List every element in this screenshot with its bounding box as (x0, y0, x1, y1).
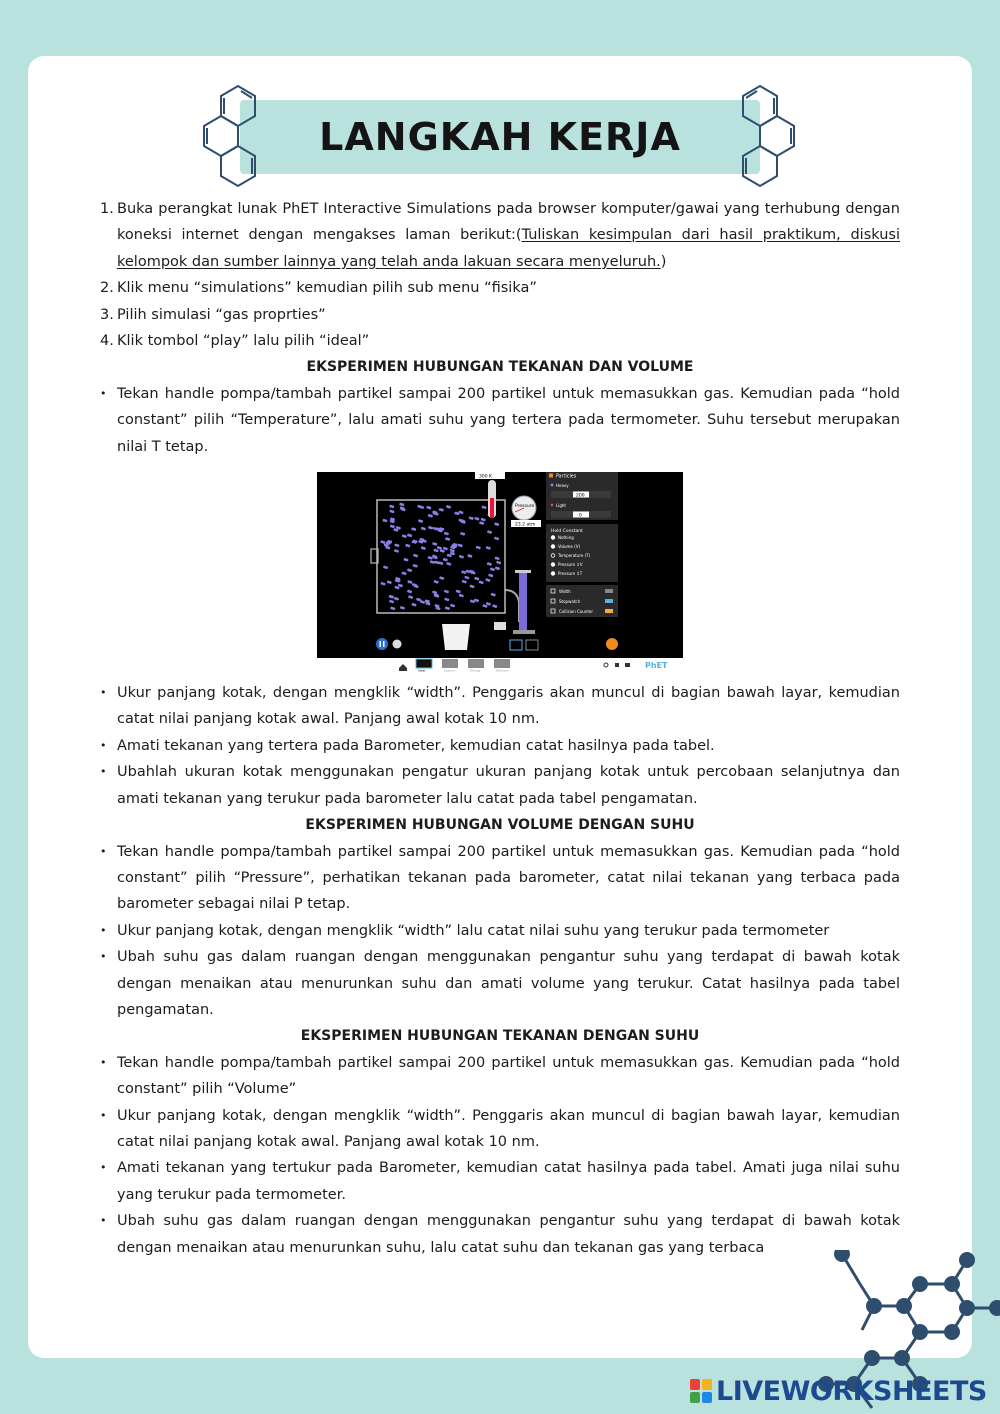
particle-atom (414, 604, 417, 607)
particle-atom (401, 503, 404, 506)
particle-atom (446, 590, 449, 593)
particle-atom (396, 544, 399, 547)
heater-cooler[interactable] (442, 624, 470, 650)
hold-constant-radio[interactable] (551, 563, 555, 567)
screen-tab-label: Diffusion (496, 668, 510, 673)
bullet-icon: • (100, 1161, 107, 1175)
particle-atom (448, 563, 451, 566)
ruler-toggle[interactable] (494, 622, 506, 630)
particle-atom (430, 557, 433, 560)
particle-atom (410, 596, 413, 599)
particle-atom (435, 512, 438, 515)
camera-icon[interactable] (625, 663, 630, 667)
particle-atom (428, 507, 431, 510)
pause-icon (380, 641, 382, 647)
step-link[interactable]: Tuliskan kesimpulan dari hasil praktikum, diskusi kelompok dan sumber lainnya yang telah anda lakuan secara menyeluruh. (117, 227, 900, 270)
particle-atom (462, 533, 465, 536)
bullet-text: Tekan handle pompa/tambah partikel sampai 200 partikel untuk memasukkan gas. Kemudian pada “hold constant” pilih “Pressure”, perhatikan tekanan pada barometer, catat nilai tekanan yang terbaca pada barometer sebagai nilai P tetap. (117, 843, 900, 913)
step-item (100, 275, 900, 301)
particle-atom (476, 578, 479, 581)
liveworksheets-logo[interactable] (690, 1374, 987, 1408)
page-title: LANGKAH KERJA (319, 115, 681, 159)
particle-atom (436, 594, 439, 597)
hold-constant-title: Hold Constant (551, 529, 583, 535)
particle-atom (441, 577, 444, 580)
screen-tab-label: Explore (444, 668, 456, 673)
bullet-icon: • (100, 1108, 107, 1122)
step-number: 3. (100, 306, 114, 323)
hold-constant-radio[interactable] (551, 536, 555, 540)
particle-atom (497, 557, 500, 560)
bullet-item (100, 839, 900, 918)
pressure-gauge-label: Pressure (515, 504, 535, 510)
particle-atom (423, 547, 426, 550)
hold-constant-option-label: Pressure ↕V (558, 562, 583, 568)
step-number: 4. (100, 333, 114, 350)
light-particle-icon (551, 504, 553, 506)
pump-body (519, 572, 527, 630)
particle-atom (471, 570, 474, 573)
phet-logo[interactable]: PhET (645, 661, 668, 671)
particle-atom (455, 544, 458, 547)
particle-atom (396, 598, 399, 601)
particle-atom (481, 522, 484, 525)
particle-atom (487, 579, 490, 582)
particle-atom (396, 550, 399, 553)
bullet-item (100, 1208, 900, 1261)
particle-atom (497, 567, 500, 570)
particle-atom (464, 581, 467, 584)
logo-square-l (690, 1379, 700, 1390)
particle-atom (414, 584, 417, 587)
section-heading: EKSPERIMEN HUBUNGAN VOLUME DENGAN SUHU (305, 817, 695, 834)
bullet-item (100, 1050, 900, 1103)
particle-atom (415, 555, 418, 558)
particle-atom (456, 512, 459, 515)
thermometer-fluid (490, 498, 494, 518)
step-item (100, 328, 900, 354)
particle-atom (430, 527, 433, 530)
bullet-text: Ubah suhu gas dalam ruangan dengan menggunakan pengantur suhu yang terdapat di bawah kotak dengan menaikan atau menurunkan suhu, lalu catat suhu dan tekanan gas yang terbaca (117, 1213, 900, 1256)
screen-tab-thumbnail[interactable] (442, 659, 458, 668)
particle-atom (382, 541, 385, 544)
particle-atom (490, 574, 493, 577)
particle-atom (452, 553, 455, 556)
particle-atom (402, 607, 405, 610)
bullet-item (100, 1155, 900, 1208)
particle-atom (422, 601, 425, 604)
particle-atom (387, 547, 390, 550)
step-item (100, 196, 900, 275)
particle-atom (389, 581, 392, 584)
particle-atom (488, 547, 491, 550)
heavy-particle-icon (551, 484, 554, 487)
particle-atom (460, 544, 463, 547)
bullet-icon: • (100, 844, 107, 858)
pressure-readout: 23.2 atm (515, 522, 536, 528)
bullet-text: Ukur panjang kotak, dengan mengklik “width” lalu catat nilai suhu yang terukur pada termometer (117, 922, 830, 939)
particle-atom (494, 605, 497, 608)
particle-atom (392, 510, 395, 513)
particle-atom (498, 562, 501, 565)
particle-atom (452, 550, 455, 553)
particle-atom (395, 529, 398, 532)
bullet-item (100, 944, 900, 1023)
particle-atom (409, 569, 412, 572)
particle-atom (446, 598, 449, 601)
particle-atom (489, 531, 492, 534)
bullet-text: Amati tekanan yang tertera pada Barometer, kemudian catat hasilnya pada tabel. (117, 737, 715, 754)
particle-atom (447, 607, 450, 610)
particle-atom (427, 600, 430, 603)
liveworksheets-logo-text: LIVEWORKSHEETS (716, 1375, 987, 1407)
particle-atom (404, 535, 407, 538)
bullet-icon: • (100, 1214, 107, 1228)
particle-atom (460, 511, 463, 514)
bullet-item (100, 918, 900, 944)
particle-atom (496, 537, 499, 540)
particle-atom (398, 527, 401, 530)
tool-icon (605, 589, 613, 593)
screen-tab-thumbnail[interactable] (416, 659, 432, 668)
particle-atom (385, 519, 388, 522)
particle-atom (385, 566, 388, 569)
particle-atom (410, 581, 413, 584)
content (100, 196, 900, 1261)
hold-constant-option-label: Temperature (T) (558, 553, 591, 559)
temperature-readout: 300 K (479, 474, 492, 480)
particle-atom (440, 530, 443, 533)
particle-atom (397, 578, 400, 581)
bullet-text: Ukur panjang kotak, dengan mengklik “width”. Penggaris akan muncul di bagian bawah layar, kemudian catat nilai panjang kotak awal. Panjang awal kotak 10 nm. (117, 685, 900, 728)
step-text: Buka perangkat lunak PhET Interactive Simulations pada browser komputer/gawai yang terhubung dengan koneksi internet dengan mengakses laman berikut:( (117, 201, 900, 244)
particle-atom (430, 515, 433, 518)
logo-square-i (702, 1379, 712, 1390)
particle-atom (386, 544, 389, 547)
section-heading: EKSPERIMEN HUBUNGAN TEKANAN DAN VOLUME (306, 359, 694, 376)
tool-label: Stopwatch (559, 599, 581, 605)
step-number: 2. (100, 280, 114, 297)
particle-atom (485, 605, 488, 608)
particle-atom (461, 556, 464, 559)
particle-atom (418, 599, 421, 602)
particle-atom (421, 506, 424, 509)
bullet-item (100, 381, 900, 460)
pause-icon (383, 641, 385, 647)
particle-atom (442, 550, 445, 553)
particle-atom (449, 554, 452, 557)
particle-atom (391, 505, 394, 508)
particle-atom (402, 507, 405, 510)
particle-atom (432, 561, 435, 564)
bullet-text: Amati tekanan yang tertukur pada Barometer, kemudian catat hasilnya pada tabel. Amati juga nilai suhu yang terukur pada termometer. (117, 1160, 900, 1203)
particle-atom (472, 600, 475, 603)
particle-atom (471, 517, 474, 520)
particle-atom (415, 565, 418, 568)
particle-atom (409, 590, 412, 593)
bullet-item (100, 733, 900, 759)
particle-atom (452, 605, 455, 608)
bullet-item (100, 1103, 900, 1156)
particle-atom (391, 601, 394, 604)
bullet-icon: • (100, 1055, 107, 1069)
particle-atom (392, 525, 395, 528)
particle-atom (439, 547, 442, 550)
light-count: 0 (579, 513, 582, 519)
particle-atom (436, 581, 439, 584)
particle-atom (436, 549, 439, 552)
particle-atom (427, 603, 430, 606)
particle-atom (404, 572, 407, 575)
particle-atom (441, 509, 444, 512)
particle-atom (446, 533, 449, 536)
particle-atom (392, 607, 395, 610)
tool-label: Width (559, 589, 571, 595)
step-text: Klik tombol “play” lalu pilih “ideal” (117, 333, 370, 350)
particle-atom (483, 519, 486, 522)
play-pause-button[interactable] (376, 638, 388, 650)
screen-tab-thumbnail[interactable] (468, 659, 484, 668)
bullet-text: Ubahlah ukuran kotak menggunakan pengatur ukuran panjang kotak untuk percobaan selanjutnya dan amati tekanan yang terukur pada barometer lalu catat pada tabel pengamatan. (117, 764, 900, 807)
bullet-text: Tekan handle pompa/tambah partikel sampai 200 partikel untuk memasukkan gas. Kemudian pada “hold constant” pilih “Volume” (117, 1054, 900, 1098)
tool-label: Collision Counter (559, 609, 594, 615)
particle-atom (481, 581, 484, 584)
logo-square-e (702, 1392, 712, 1403)
hold-constant-radio[interactable] (551, 545, 555, 549)
bullet-text: Ubah suhu gas dalam ruangan dengan menggunakan pengantur suhu yang terdapat di bawah kotak dengan menaikan atau menurunkan suhu dan amati volume yang terukur. Catat hasilnya pada tabel pengamatan. (117, 949, 900, 1018)
particle-atom (445, 548, 448, 551)
step-text: Pilih simulasi “gas proprties” (117, 306, 326, 323)
particle-atom (463, 521, 466, 524)
particle-atom (478, 547, 481, 550)
bullet-icon: • (100, 765, 107, 779)
particle-atom (440, 562, 443, 565)
tool-icon (605, 599, 613, 603)
particle-atom (434, 543, 437, 546)
particle-atom (461, 595, 464, 598)
bullet-icon: • (100, 686, 107, 700)
liveworksheets-logo-icon (690, 1379, 712, 1403)
particle-atom (420, 520, 423, 523)
step-text: Klik menu “simulations” kemudian pilih sub menu “fisika” (117, 280, 537, 297)
particle-atom (472, 585, 475, 588)
particle-atom (413, 528, 416, 531)
step-text-end: ) (660, 253, 667, 270)
hold-constant-option-label: Volume (V) (558, 544, 581, 550)
particles-panel-collapse-icon[interactable] (549, 474, 553, 478)
step-number: 1. (100, 201, 114, 217)
particles-title: Particles (556, 474, 577, 480)
bullet-icon: • (100, 950, 107, 964)
particle-atom (392, 518, 395, 521)
tool-icon (605, 609, 613, 613)
sound-icon[interactable] (615, 663, 619, 667)
particle-atom (448, 506, 451, 509)
particle-atom (436, 561, 439, 564)
particle-atom (423, 528, 426, 531)
particle-atom (469, 555, 472, 558)
reset-all-button[interactable] (606, 638, 618, 650)
hold-constant-radio[interactable] (551, 554, 555, 558)
particle-atom (407, 545, 410, 548)
particle-atom (488, 603, 491, 606)
particle-atom (409, 534, 412, 537)
particle-atom (434, 555, 437, 558)
particle-atom (476, 518, 479, 521)
particle-atom (466, 577, 469, 580)
bullet-text: Tekan handle pompa/tambah partikel sampai 200 partikel untuk memasukkan gas. Kemudian pada “hold constant” pilih “Temperature”, lalu amati suhu yang tertera pada termometer. Suhu tersebut merupakan nilai T tetap. (117, 385, 900, 455)
pump-base (513, 630, 535, 634)
particle-atom (468, 570, 471, 573)
screen-tab-label: Energy (470, 668, 481, 673)
phet-simulation-screenshot (317, 472, 683, 672)
particle-atom (492, 568, 495, 571)
hold-constant-option-label: Nothing (558, 535, 574, 541)
hold-constant-option-label: Pressure ↕T (558, 571, 583, 577)
particle-atom (397, 587, 400, 590)
hold-constant-radio[interactable] (551, 572, 555, 576)
screen-tab-thumbnail[interactable] (494, 659, 510, 668)
particle-atom (489, 563, 492, 566)
particle-atom (415, 540, 418, 543)
bullet-icon: • (100, 923, 107, 937)
step-item (100, 302, 900, 328)
step-button[interactable] (393, 640, 402, 649)
pump-handle[interactable] (515, 570, 531, 573)
bullet-text: Ukur panjang kotak, dengan mengklik “width”. Penggaris akan muncul di bagian bawah layar, kemudian catat nilai panjang kotak awal. Panjang awal kotak 10 nm. (117, 1107, 900, 1150)
bullet-item (100, 759, 900, 812)
section-heading: EKSPERIMEN HUBUNGAN TEKANAN DENGAN SUHU (300, 1028, 700, 1045)
particle-atom (391, 596, 394, 599)
particle-atom (438, 607, 441, 610)
particle-atom (484, 506, 487, 509)
particle-atom (422, 538, 425, 541)
bullet-icon: • (100, 386, 107, 400)
particle-atom (496, 523, 499, 526)
particle-atom (388, 542, 391, 545)
screen-tab-label: Ideal (418, 668, 426, 673)
light-label: Light (556, 503, 566, 509)
heavy-count: 200 (576, 493, 585, 499)
particle-atom (447, 538, 450, 541)
bullet-item (100, 680, 900, 733)
heavy-label: Heavy (556, 483, 569, 489)
particle-atom (406, 559, 409, 562)
particle-atom (400, 584, 403, 587)
particle-atom (458, 590, 461, 593)
particle-atom (476, 599, 479, 602)
particle-atom (463, 571, 466, 574)
logo-square-v (690, 1392, 700, 1403)
particle-atom (445, 559, 448, 562)
particle-atom (383, 583, 386, 586)
particle-atom (493, 594, 496, 597)
bullet-icon: • (100, 738, 107, 752)
